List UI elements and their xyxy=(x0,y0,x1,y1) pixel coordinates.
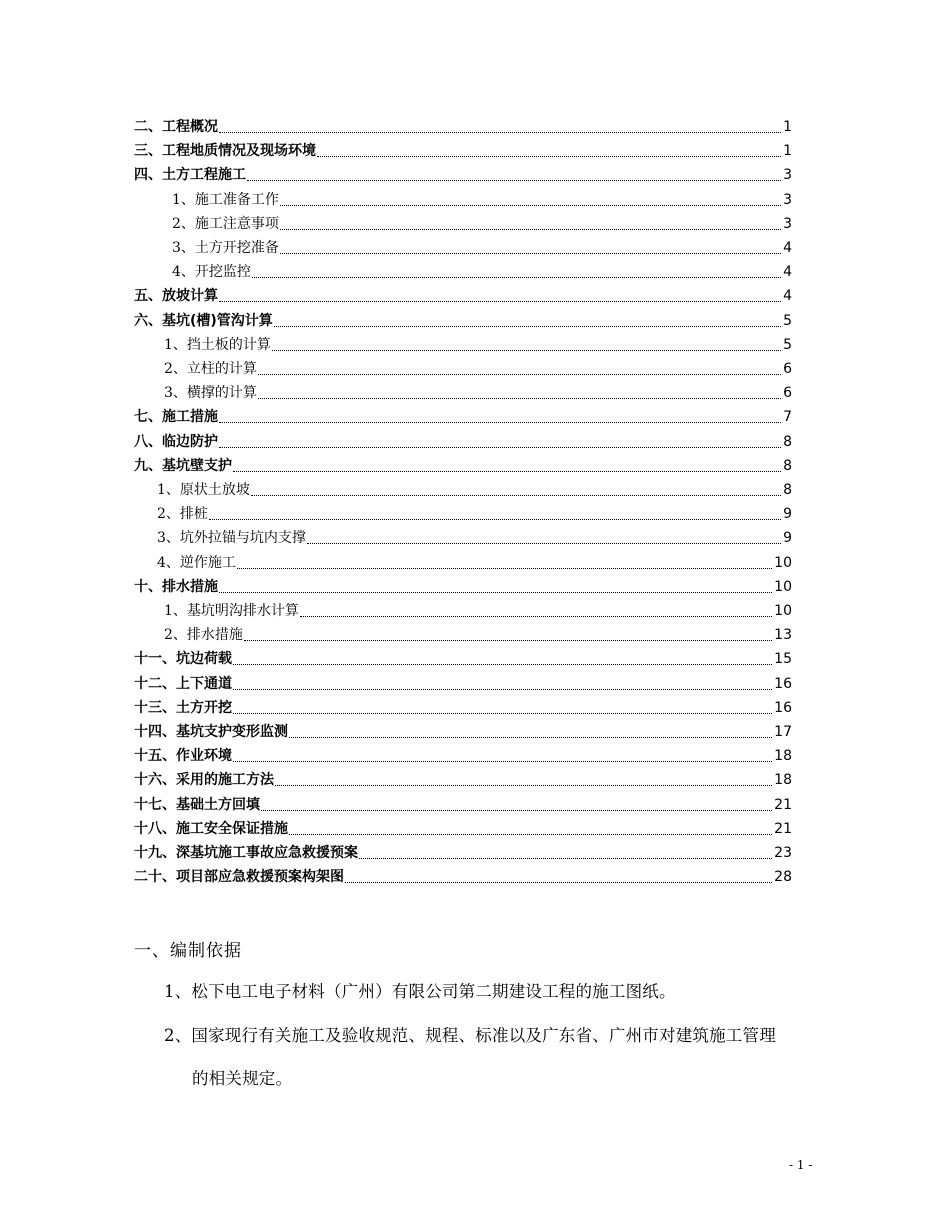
toc-entry-title: 十九、深基坑施工事故应急救援预案 xyxy=(134,845,358,861)
toc-dot-leader xyxy=(272,349,781,351)
toc-entry[interactable] xyxy=(134,161,792,183)
toc-entry-page: 3 xyxy=(783,167,792,184)
toc-entry[interactable] xyxy=(157,549,792,571)
toc-entry[interactable] xyxy=(134,428,792,450)
toc-entry[interactable] xyxy=(134,307,792,329)
toc-entry-title: 3、土方开挖准备 xyxy=(172,240,279,256)
toc-dot-leader xyxy=(209,518,781,520)
toc-entry[interactable] xyxy=(134,791,792,813)
toc-dot-leader xyxy=(233,760,772,762)
toc-dot-leader xyxy=(247,179,781,181)
toc-entry[interactable] xyxy=(134,403,792,425)
toc-dot-leader xyxy=(233,712,772,714)
toc-dot-leader xyxy=(219,421,781,423)
toc-entry[interactable] xyxy=(134,742,792,764)
toc-entry-page: 3 xyxy=(783,191,792,208)
toc-entry-title: 十、排水措施 xyxy=(134,578,218,595)
toc-entry-page: 9 xyxy=(783,506,792,523)
toc-entry-page: 8 xyxy=(783,457,792,474)
toc-entry-page: 4 xyxy=(783,288,792,305)
toc-entry-title: 2、施工注意事项 xyxy=(172,215,279,232)
toc-dot-leader xyxy=(219,591,772,593)
toc-dot-leader xyxy=(233,688,772,690)
toc-entry[interactable] xyxy=(134,113,792,135)
toc-dot-leader xyxy=(359,857,772,859)
toc-entry-title: 十一、坑边荷载 xyxy=(134,651,232,668)
toc-entry[interactable] xyxy=(134,718,792,740)
toc-dot-leader xyxy=(280,228,781,230)
toc-entry-page: 10 xyxy=(774,578,792,595)
toc-entry[interactable] xyxy=(134,815,792,837)
toc-dot-leader xyxy=(261,809,772,811)
toc-entry-title: 十五、作业环境 xyxy=(134,748,232,765)
toc-entry[interactable] xyxy=(157,524,792,546)
toc-entry-page: 17 xyxy=(774,724,792,740)
toc-entry[interactable] xyxy=(134,766,792,788)
toc-entry[interactable] xyxy=(134,839,792,861)
toc-dot-leader xyxy=(289,833,772,835)
toc-dot-leader xyxy=(219,300,781,302)
toc-entry-page: 1 xyxy=(783,143,792,160)
toc-entry[interactable] xyxy=(164,331,792,353)
toc-entry-page: 5 xyxy=(783,336,792,353)
toc-entry-page: 23 xyxy=(774,845,792,861)
toc-entry-page: 16 xyxy=(774,675,792,692)
toc-dot-leader xyxy=(300,615,772,617)
toc-dot-leader xyxy=(280,252,781,254)
paragraph-2-continued: 的相关规定。 xyxy=(192,1069,293,1088)
toc-entry[interactable] xyxy=(172,234,792,256)
toc-entry-page: 16 xyxy=(774,699,792,716)
toc-entry-title: 1、基坑明沟排水计算 xyxy=(164,603,299,619)
toc-entry-title: 4、逆作施工 xyxy=(157,554,236,571)
toc-entry[interactable] xyxy=(134,282,792,304)
toc-entry-title: 十六、采用的施工方法 xyxy=(134,772,274,789)
toc-dot-leader xyxy=(244,639,772,641)
toc-entry-page: 18 xyxy=(774,748,792,765)
toc-entry-title: 二、工程概况 xyxy=(134,119,218,135)
toc-entry[interactable] xyxy=(134,694,792,716)
toc-entry-title: 1、施工准备工作 xyxy=(172,191,279,208)
toc-entry-title: 1、原状土放坡 xyxy=(157,482,250,498)
toc-entry-title: 1、挡土板的计算 xyxy=(164,336,271,353)
toc-entry-page: 4 xyxy=(783,240,792,256)
section-heading: 一、编制依据 xyxy=(134,941,242,961)
toc-entry-title: 四、土方工程施工 xyxy=(134,167,246,184)
toc-entry[interactable] xyxy=(134,452,792,474)
toc-entry-title: 二十、项目部应急救援预案构架图 xyxy=(134,869,344,886)
toc-dot-leader xyxy=(219,446,781,448)
toc-entry-page: 7 xyxy=(783,409,792,426)
toc-entry-title: 七、施工措施 xyxy=(134,409,218,426)
toc-entry[interactable] xyxy=(157,476,792,498)
toc-entry-title: 3、横撑的计算 xyxy=(164,385,257,402)
toc-dot-leader xyxy=(317,155,781,157)
toc-entry-title: 十四、基坑支护变形监测 xyxy=(134,724,288,740)
toc-entry-page: 13 xyxy=(774,627,792,644)
toc-entry[interactable] xyxy=(134,573,792,595)
toc-entry[interactable] xyxy=(164,355,792,377)
toc-entry[interactable] xyxy=(164,621,792,643)
toc-entry-page: 1 xyxy=(783,119,792,135)
toc-entry-title: 九、基坑壁支护 xyxy=(134,457,232,474)
toc-entry-page: 21 xyxy=(774,820,792,837)
toc-entry[interactable] xyxy=(134,863,792,885)
toc-entry-title: 十七、基础土方回填 xyxy=(134,796,260,813)
toc-dot-leader xyxy=(280,204,781,206)
toc-entry-page: 4 xyxy=(783,264,792,281)
toc-dot-leader xyxy=(219,131,781,133)
toc-dot-leader xyxy=(307,542,781,544)
toc-dot-leader xyxy=(345,881,772,883)
toc-entry-title: 三、工程地质情况及现场环境 xyxy=(134,143,316,160)
toc-entry-title: 十三、土方开挖 xyxy=(134,699,232,716)
toc-entry-title: 十二、上下通道 xyxy=(134,675,232,692)
toc-entry-title: 2、排桩 xyxy=(157,506,208,523)
toc-entry[interactable] xyxy=(172,210,792,232)
page-number: - 1 - xyxy=(789,1158,813,1172)
toc-entry-page: 8 xyxy=(783,433,792,450)
toc-entry-page: 6 xyxy=(783,385,792,402)
toc-entry-title: 五、放坡计算 xyxy=(134,288,218,305)
toc-entry[interactable] xyxy=(157,500,792,522)
toc-dot-leader xyxy=(289,736,772,738)
toc-entry-page: 6 xyxy=(783,361,792,377)
toc-dot-leader xyxy=(274,325,781,327)
toc-entry-page: 5 xyxy=(783,312,792,329)
toc-entry[interactable] xyxy=(164,379,792,401)
toc-entry-title: 2、立柱的计算 xyxy=(164,361,257,377)
toc-entry-page: 3 xyxy=(783,215,792,232)
toc-entry[interactable] xyxy=(134,137,792,159)
toc-entry-page: 15 xyxy=(774,651,792,668)
toc-entry-title: 八、临边防护 xyxy=(134,433,218,450)
toc-dot-leader xyxy=(258,397,781,399)
toc-dot-leader xyxy=(251,494,781,496)
toc-entry-title: 4、开挖监控 xyxy=(172,264,251,281)
toc-dot-leader xyxy=(258,373,781,375)
toc-entry-page: 9 xyxy=(783,530,792,547)
toc-entry-title: 六、基坑(槽)管沟计算 xyxy=(134,312,273,329)
toc-entry[interactable] xyxy=(134,645,792,667)
toc-entry-page: 10 xyxy=(774,554,792,571)
toc-entry-title: 3、坑外拉锚与坑内支撑 xyxy=(157,530,306,547)
toc-entry[interactable] xyxy=(172,258,792,280)
toc-dot-leader xyxy=(233,470,781,472)
toc-dot-leader xyxy=(275,784,772,786)
paragraph-1: 1、松下电工电子材料（广州）有限公司第二期建设工程的施工图纸。 xyxy=(164,982,676,1001)
toc-dot-leader xyxy=(237,567,772,569)
toc-entry-page: 21 xyxy=(774,796,792,813)
paragraph-2: 2、国家现行有关施工及验收规范、规程、标准以及广东省、广州市对建筑施工管理 xyxy=(164,1026,776,1045)
toc-entry-page: 10 xyxy=(774,603,792,619)
toc-entry-page: 8 xyxy=(783,482,792,498)
toc-entry[interactable] xyxy=(164,597,792,619)
toc-entry-title: 十八、施工安全保证措施 xyxy=(134,820,288,837)
toc-dot-leader xyxy=(233,663,772,665)
toc-entry-page: 18 xyxy=(774,772,792,789)
toc-entry-title: 2、排水措施 xyxy=(164,627,243,644)
toc-entry[interactable] xyxy=(134,670,792,692)
toc-dot-leader xyxy=(252,276,781,278)
toc-entry[interactable] xyxy=(172,186,792,208)
toc-entry-page: 28 xyxy=(774,869,792,886)
